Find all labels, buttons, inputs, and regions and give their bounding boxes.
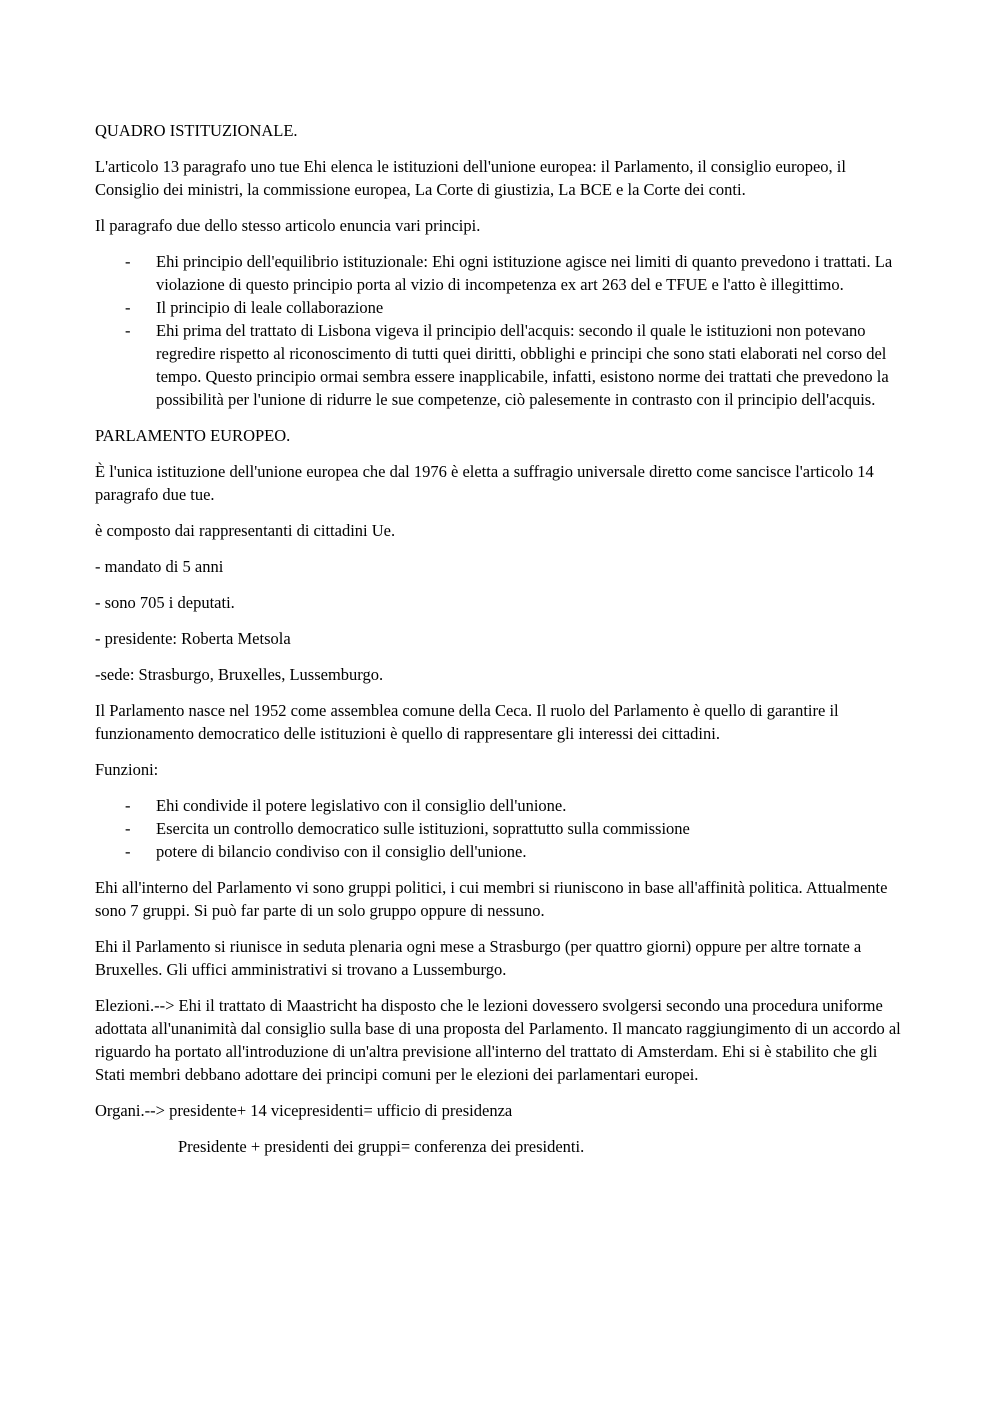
paragraph-presidente: - presidente: Roberta Metsola: [95, 629, 291, 648]
list-item: [95, 817, 910, 840]
paragraph-seduta-plenaria: Ehi il Parlamento si riunisce in seduta plenaria ogni mese a Strasburgo (per quattro giorni) oppure per altre tornate a Bruxelles. Gli uffici amministrativi si trovano a Lussemburgo.: [95, 937, 862, 979]
paragraph-funzioni-label: Funzioni:: [95, 760, 159, 779]
list-item-text: Ehi prima del trattato di Lisbona vigeva il principio dell'acquis: secondo il quale le istituzioni non potevano regredire rispetto al riconoscimento di tutti quei diritti, obblighi e principi che sono stati elaborati nel corso del tempo. Questo principio ormai sembra essere inapplicabile, infatti, esistono norme dei trattati che prevedono la possibilità per l'unione di ridurre le sue competenze, ciò palesemente in contrasto con il principio dell'acquis.: [156, 321, 889, 409]
list-item-text: potere di bilancio condiviso con il consiglio dell'unione.: [156, 842, 527, 861]
paragraph-composto: è composto dai rappresentanti di cittadini Ue.: [95, 521, 396, 540]
paragraph-articolo-13: L'articolo 13 paragrafo uno tue Ehi elenca le istituzioni dell'unione europea: il Parlamento, il consiglio europeo, il Consiglio dei ministri, la commissione europea, La Corte di giustizia, La BCE e la Corte dei conti.: [95, 157, 846, 199]
list-item: [95, 250, 910, 296]
list-dash: -: [125, 819, 131, 838]
list-item: [95, 840, 910, 863]
list-item-text: Ehi principio dell'equilibrio istituzionale: Ehi ogni istituzione agisce nei limiti di quanto prevedono i trattati. La violazione di questo principio porta al vizio di incompetenza ex art 263 del e TFUE e l'atto è illegittimo.: [156, 252, 893, 294]
list-item-text: Ehi condivide il potere legislativo con il consiglio dell'unione.: [156, 796, 567, 815]
list-item: [95, 296, 910, 319]
paragraph-mandato: - mandato di 5 anni: [95, 557, 224, 576]
document-body: [95, 119, 910, 1171]
list-dash: -: [125, 796, 131, 815]
list-dash: -: [125, 298, 131, 317]
paragraph-elezioni: Elezioni.--> Ehi il trattato di Maastricht ha disposto che le lezioni dovessero svolgersi secondo una procedura uniforme adottata all'unanimità dal consiglio sulla base di una proposta del Parlamento. Il mancato raggiungimento di un accordo al riguardo ha portato all'introduzione di un'altra previsione all'interno del trattato di Amsterdam. Ehi si è stabilito che gli Stati membri debbano adottare dei principi comuni per le elezioni dei parlamentari europei.: [95, 996, 901, 1084]
list-item-text: Esercita un controllo democratico sulle istituzioni, soprattutto sulla commissione: [156, 819, 690, 838]
list-dash: -: [125, 321, 131, 340]
paragraph-sede: -sede: Strasburgo, Bruxelles, Lussemburgo.: [95, 665, 384, 684]
paragraph-parlamento-nasce: Il Parlamento nasce nel 1952 come assemblea comune della Ceca. Il ruolo del Parlamento è quello di garantire il funzionamento democratico delle istituzioni è quello di rappresentare gli interessi dei cittadini.: [95, 701, 839, 743]
paragraph-deputati: - sono 705 i deputati.: [95, 593, 235, 612]
paragraph-unica-istituzione: È l'unica istituzione dell'unione europea che dal 1976 è eletta a suffragio universale diretto come sancisce l'articolo 14 paragrafo due tue.: [95, 462, 874, 504]
paragraph-conferenza-presidenti: Presidente + presidenti dei gruppi= conferenza dei presidenti.: [178, 1137, 585, 1156]
paragraph-gruppi-politici: Ehi all'interno del Parlamento vi sono gruppi politici, i cui membri si riuniscono in base all'affinità politica. Attualmente sono 7 gruppi. Si può far parte di un solo gruppo oppure di nessuno.: [95, 878, 888, 920]
heading-parlamento-europeo: PARLAMENTO EUROPEO.: [95, 426, 291, 445]
paragraph-organi: Organi.--> presidente+ 14 vicepresidenti= ufficio di presidenza: [95, 1101, 513, 1120]
list-item: [95, 794, 910, 817]
list-item: [95, 319, 910, 411]
heading-quadro-istituzionale: QUADRO ISTITUZIONALE.: [95, 121, 298, 140]
list-principi: [95, 250, 910, 411]
list-funzioni: [95, 794, 910, 863]
list-dash: -: [125, 252, 131, 271]
paragraph-paragrafo-due: Il paragrafo due dello stesso articolo enuncia vari principi.: [95, 216, 481, 235]
list-item-text: Il principio di leale collaborazione: [156, 298, 384, 317]
list-dash: -: [125, 842, 131, 861]
